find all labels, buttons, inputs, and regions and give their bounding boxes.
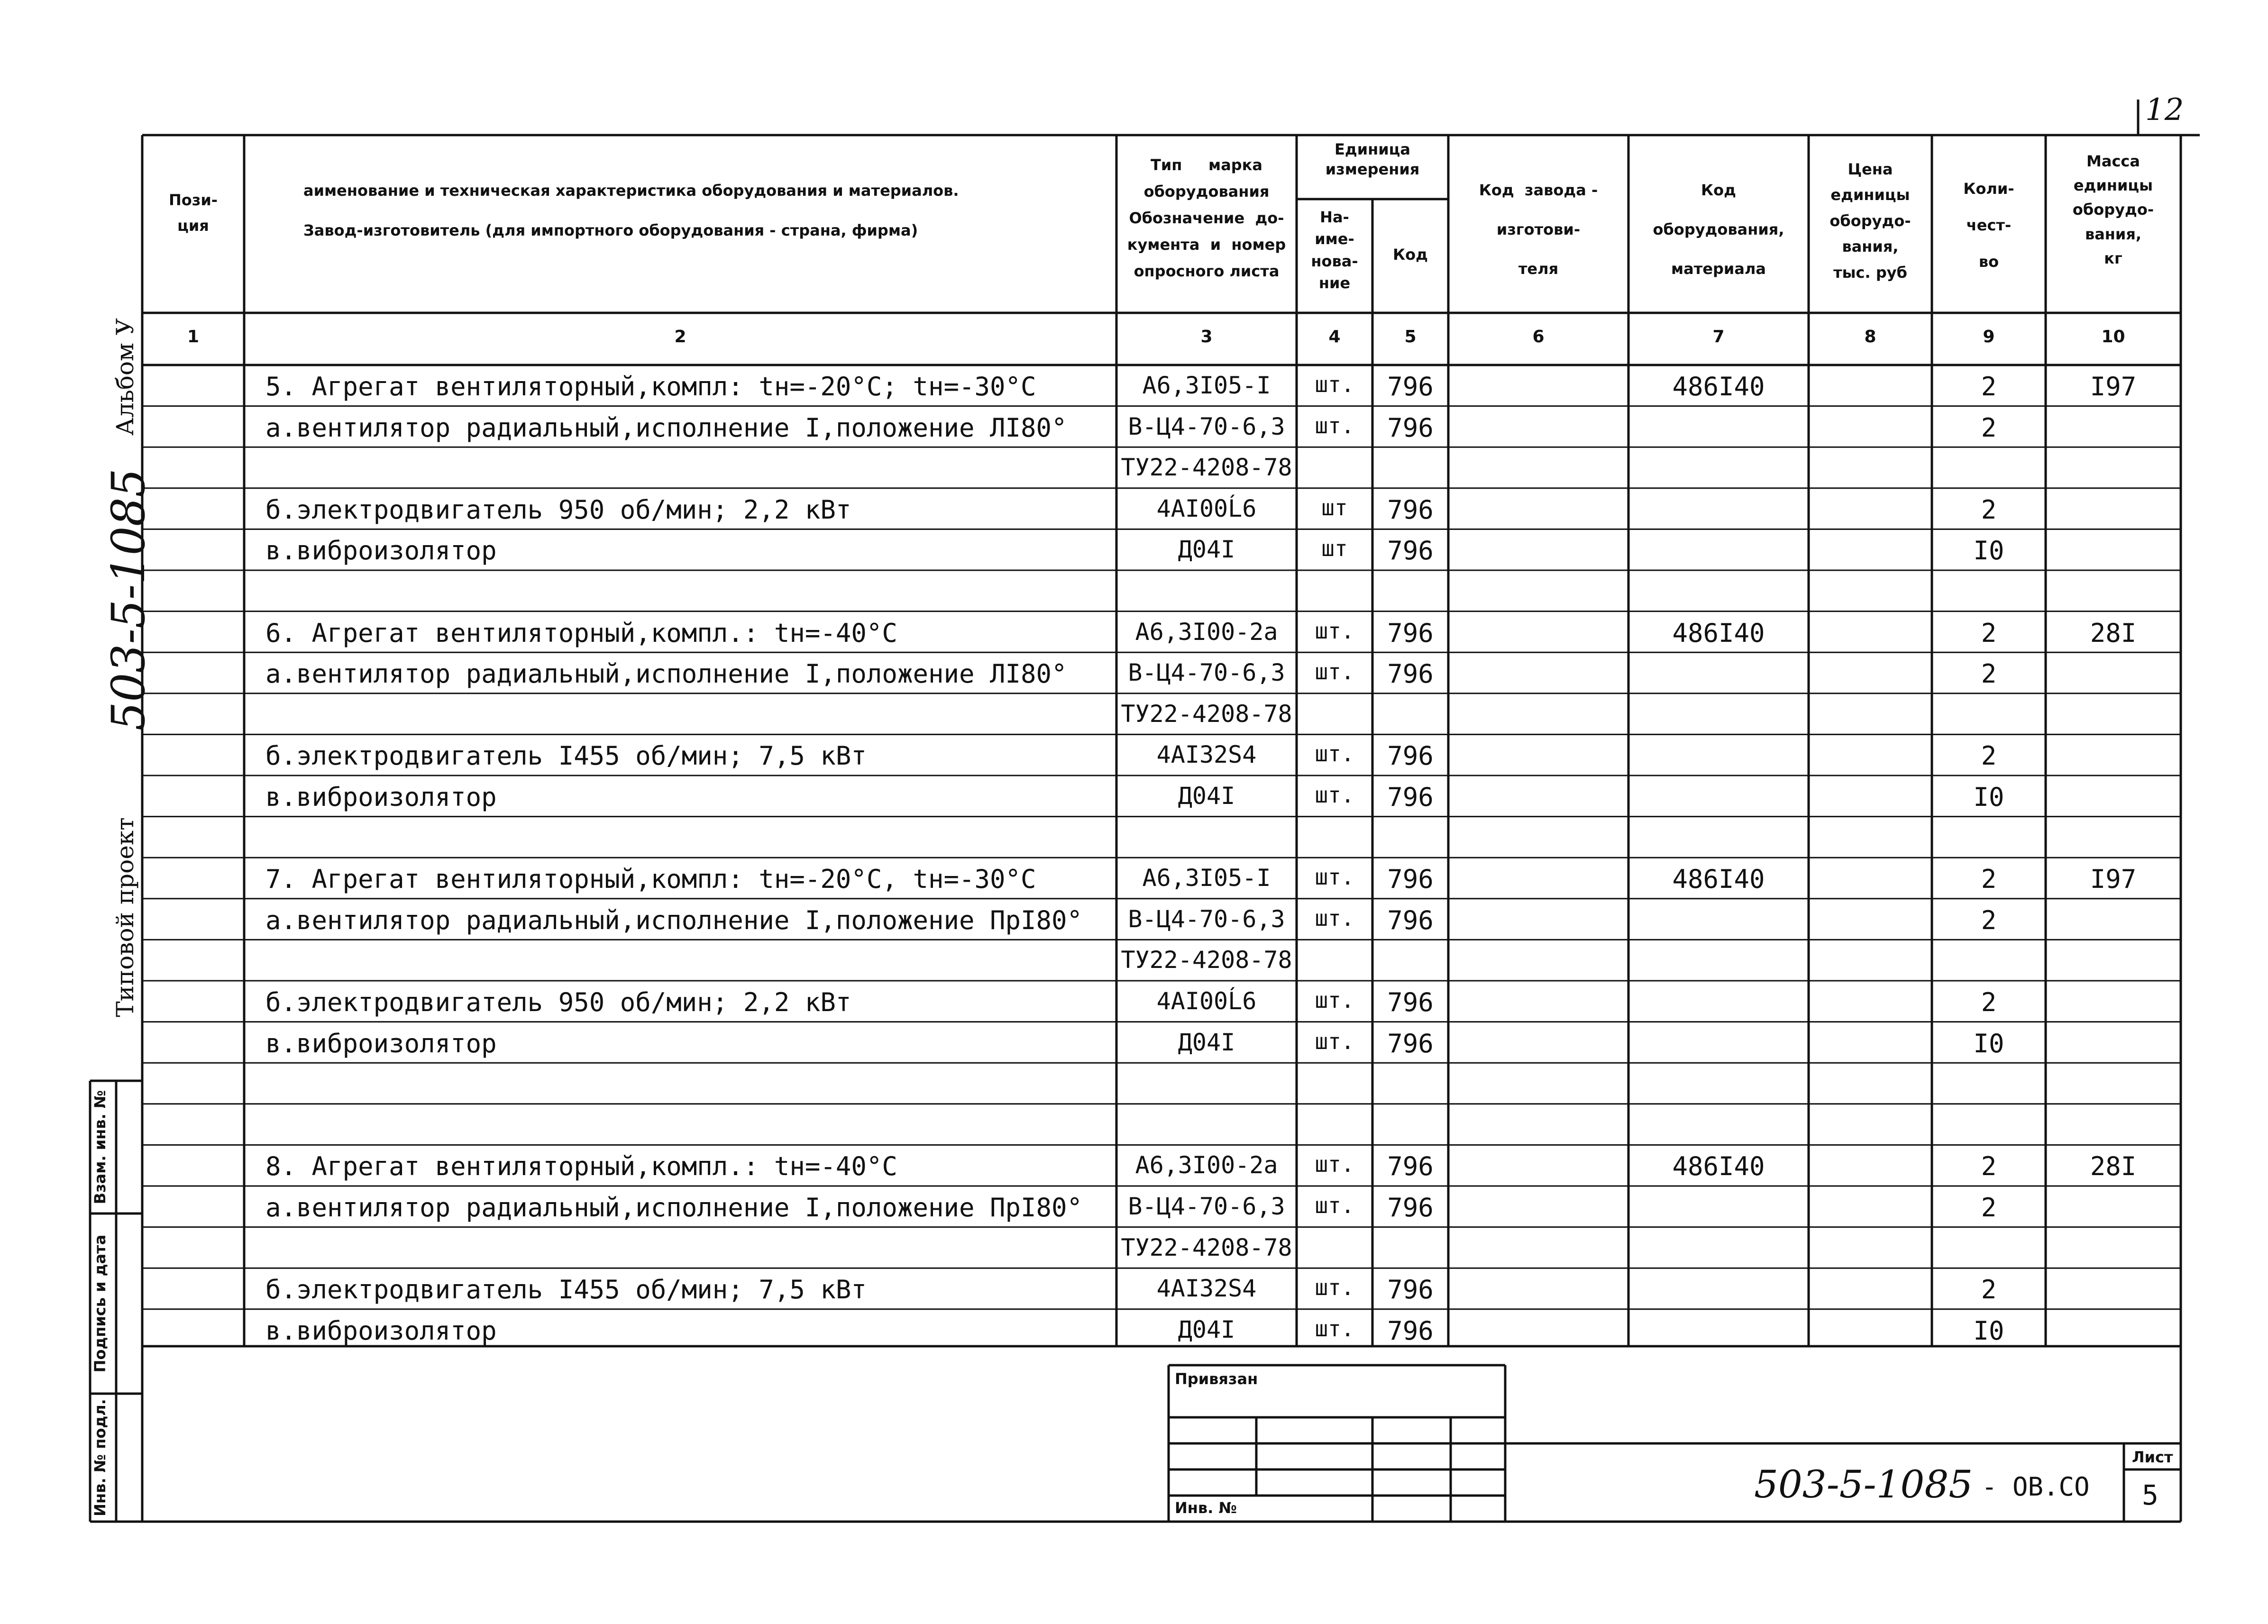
column-number: 10	[2101, 327, 2125, 347]
row-quantity: 2	[1981, 741, 1997, 771]
row-quantity: I0	[1973, 1028, 2004, 1058]
row-unit-code: 796	[1387, 1315, 1434, 1346]
row-type-code: А6,3I00-2а	[1135, 1151, 1278, 1179]
row-unit-name: шт	[1321, 536, 1348, 562]
table-row	[0, 488, 2268, 529]
table-row	[0, 570, 2268, 611]
column-number: 6	[1532, 327, 1545, 347]
row-unit-name: шт.	[1315, 905, 1354, 931]
row-description: в.виброизолятор	[265, 782, 497, 812]
table-row	[0, 1104, 2268, 1145]
column-number: 9	[1983, 327, 1995, 347]
stamp-vzam-inv: Взам. инв. №	[91, 1090, 109, 1204]
row-unit-name: шт.	[1315, 987, 1354, 1013]
row-type-code: Д04I	[1178, 536, 1235, 564]
table-row	[0, 776, 2268, 817]
row-unit-code: 796	[1387, 1028, 1434, 1058]
row-equipment-code: 486I40	[1672, 864, 1765, 894]
row-unit-name: шт.	[1315, 741, 1354, 767]
row-quantity: 2	[1981, 987, 1997, 1017]
table-row	[0, 858, 2268, 899]
row-description: б.электродвигатель 950 об/мин; 2,2 кВт	[265, 494, 851, 525]
row-description: б.электродвигатель 950 об/мин; 2,2 кВт	[265, 987, 851, 1017]
row-unit-code: 796	[1387, 987, 1434, 1017]
row-description: б.электродвигатель I455 об/мин; 7,5 кВт	[265, 1275, 867, 1305]
row-quantity: I0	[1973, 782, 2004, 812]
column-number: 8	[1864, 327, 1876, 347]
row-description: в.виброизолятор	[265, 1028, 497, 1058]
row-type-code: Д04I	[1178, 1315, 1235, 1343]
row-unit-name: шт.	[1315, 1151, 1354, 1177]
row-type-code: Д04I	[1178, 782, 1235, 810]
table-row	[0, 1063, 2268, 1104]
row-unit-code: 796	[1387, 741, 1434, 771]
row-unit-code: 796	[1387, 659, 1434, 689]
row-unit-name: шт.	[1315, 372, 1354, 397]
row-mass: 28I	[2090, 618, 2137, 648]
row-type-code: 4АI32S4	[1156, 1275, 1257, 1303]
row-type-code: А6,3I05-I	[1142, 372, 1271, 399]
row-unit-name: шт.	[1315, 864, 1354, 890]
row-mass: I97	[2090, 372, 2137, 401]
column-number: 4	[1328, 327, 1341, 347]
row-quantity: I0	[1973, 536, 2004, 566]
side-label-doc-number: 503-5-1085	[102, 468, 155, 731]
table-row	[0, 817, 2268, 858]
row-unit-name: шт	[1321, 494, 1348, 520]
table-row	[0, 611, 2268, 653]
row-type-code: А6,3I00-2а	[1135, 618, 1278, 646]
title-doc-suffix: - ОВ.СО	[1982, 1472, 2090, 1502]
row-type-code: В-Ц4-70-6,3	[1128, 905, 1285, 933]
row-unit-code: 796	[1387, 536, 1434, 566]
title-list-number: 5	[2142, 1479, 2158, 1511]
row-type-code: ТУ22-4208-78	[1121, 700, 1292, 728]
row-quantity: I0	[1973, 1315, 2004, 1346]
side-label-typical-project: Типовой проект	[111, 817, 139, 1017]
column-number: 7	[1712, 327, 1725, 347]
header-unit: Единица измерения	[1325, 140, 1420, 178]
table-row	[0, 1268, 2268, 1309]
column-number: 2	[674, 327, 686, 347]
column-number: 3	[1200, 327, 1213, 347]
row-quantity: 2	[1981, 412, 1997, 443]
title-list-label: Лист	[2132, 1448, 2173, 1466]
header-quantity: Коли- чест- во	[1963, 180, 2014, 271]
row-description: а.вентилятор радиальный,исполнение I,положение ПрI80°	[265, 905, 1083, 935]
row-unit-code: 796	[1387, 905, 1434, 935]
title-privyazan: Привязан	[1175, 1370, 1258, 1388]
table-row	[0, 365, 2268, 406]
row-unit-code: 796	[1387, 494, 1434, 525]
header-name-line1: аименование и техническая характеристика оборудования и материалов.	[303, 182, 959, 200]
table-row	[0, 734, 2268, 776]
row-unit-name: шт.	[1315, 1193, 1354, 1218]
column-number: 1	[187, 327, 200, 347]
row-unit-code: 796	[1387, 1151, 1434, 1182]
table-row	[0, 529, 2268, 570]
row-quantity: 2	[1981, 864, 1997, 894]
row-unit-code: 796	[1387, 864, 1434, 894]
stamp-sign-date: Подпись и дата	[91, 1234, 109, 1373]
column-number: 5	[1404, 327, 1417, 347]
row-type-code: Д04I	[1178, 1028, 1235, 1056]
row-equipment-code: 486I40	[1672, 1151, 1765, 1182]
title-inv-no: Инв. №	[1175, 1499, 1237, 1517]
row-equipment-code: 486I40	[1672, 372, 1765, 401]
row-unit-code: 796	[1387, 1275, 1434, 1305]
row-type-code: ТУ22-4208-78	[1121, 1233, 1292, 1261]
row-type-code: В-Ц4-70-6,3	[1128, 412, 1285, 440]
row-quantity: 2	[1981, 618, 1997, 648]
row-mass: 28I	[2090, 1151, 2137, 1182]
row-type-code: 4АI00Ĺ6	[1156, 987, 1257, 1015]
row-unit-code: 796	[1387, 372, 1434, 401]
header-type: Тип марка оборудования Обозначение до- кумента и номер опросного листа	[1127, 156, 1286, 280]
row-quantity: 2	[1981, 905, 1997, 935]
row-description: а.вентилятор радиальный,исполнение I,положение ЛI80°	[265, 659, 1067, 689]
row-unit-name: шт.	[1315, 1275, 1354, 1301]
table-row	[0, 940, 2268, 981]
table-row	[0, 1186, 2268, 1227]
header-price: Цена единицы оборудо- вания, тыс. руб	[1829, 160, 1911, 282]
row-quantity: 2	[1981, 1151, 1997, 1182]
header-position: Пози- ция	[168, 191, 218, 235]
header-mass: Масса единицы оборудо- вания, кг	[2072, 152, 2154, 267]
title-doc-code: 503-5-1085	[1754, 1462, 1973, 1506]
row-description: в.виброизолятор	[265, 536, 497, 566]
row-equipment-code: 486I40	[1672, 618, 1765, 648]
table-row	[0, 1022, 2268, 1063]
page-number-top: 12	[2145, 92, 2184, 128]
row-unit-code: 796	[1387, 1193, 1434, 1223]
table-row	[0, 693, 2268, 735]
row-unit-name: шт.	[1315, 412, 1354, 438]
row-type-code: А6,3I05-I	[1142, 864, 1271, 892]
header-unit-name: На- име- нова- ние	[1311, 208, 1358, 292]
row-description: 6. Агрегат вентиляторный,компл.: tн=-40°C	[265, 618, 897, 648]
row-unit-name: шт.	[1315, 1028, 1354, 1054]
row-unit-code: 796	[1387, 412, 1434, 443]
row-type-code: ТУ22-4208-78	[1121, 454, 1292, 482]
row-description: а.вентилятор радиальный,исполнение I,положение ПрI80°	[265, 1193, 1083, 1223]
row-type-code: 4АI32S4	[1156, 741, 1257, 769]
row-quantity: 2	[1981, 1193, 1997, 1223]
row-quantity: 2	[1981, 494, 1997, 525]
header-unit-code: Код	[1393, 246, 1428, 264]
row-description: в.виброизолятор	[265, 1315, 497, 1346]
row-quantity: 2	[1981, 372, 1997, 401]
row-description: 8. Агрегат вентиляторный,компл.: tн=-40°C	[265, 1151, 897, 1182]
header-name-line2: Завод-изготовитель (для импортного оборудования - страна, фирма)	[303, 221, 918, 240]
table-row	[0, 447, 2268, 488]
stamp-inv-orig: Инв. № подл.	[91, 1399, 109, 1516]
row-unit-name: шт.	[1315, 782, 1354, 808]
row-description: 7. Агрегат вентиляторный,компл: tн=-20°C, tн=-30°C	[265, 864, 1036, 894]
row-quantity: 2	[1981, 1275, 1997, 1305]
row-mass: I97	[2090, 864, 2137, 894]
row-description: 5. Агрегат вентиляторный,компл: tн=-20°C; tн=-30°C	[265, 372, 1036, 401]
table-row	[0, 652, 2268, 693]
row-quantity: 2	[1981, 659, 1997, 689]
table-row	[0, 899, 2268, 940]
row-type-code: ТУ22-4208-78	[1121, 946, 1292, 974]
row-type-code: В-Ц4-70-6,3	[1128, 659, 1285, 687]
table-row	[0, 981, 2268, 1022]
row-description: б.электродвигатель I455 об/мин; 7,5 кВт	[265, 741, 867, 771]
row-type-code: В-Ц4-70-6,3	[1128, 1193, 1285, 1220]
header-equipment-code: Код оборудования, материала	[1653, 181, 1784, 278]
row-unit-name: шт.	[1315, 1315, 1354, 1341]
table-row	[0, 1309, 2268, 1350]
table-row	[0, 406, 2268, 447]
header-name	[247, 178, 1114, 244]
table-row	[0, 1227, 2268, 1268]
side-label-album: Альбом У	[111, 318, 139, 436]
table-row	[0, 1145, 2268, 1186]
header-factory-code: Код завода - изготови- теля	[1479, 181, 1598, 278]
row-unit-code: 796	[1387, 618, 1434, 648]
row-unit-name: шт.	[1315, 659, 1354, 685]
row-description: а.вентилятор радиальный,исполнение I,положение ЛI80°	[265, 412, 1067, 443]
row-type-code: 4АI00Ĺ6	[1156, 494, 1257, 522]
row-unit-name: шт.	[1315, 618, 1354, 644]
row-unit-code: 796	[1387, 782, 1434, 812]
